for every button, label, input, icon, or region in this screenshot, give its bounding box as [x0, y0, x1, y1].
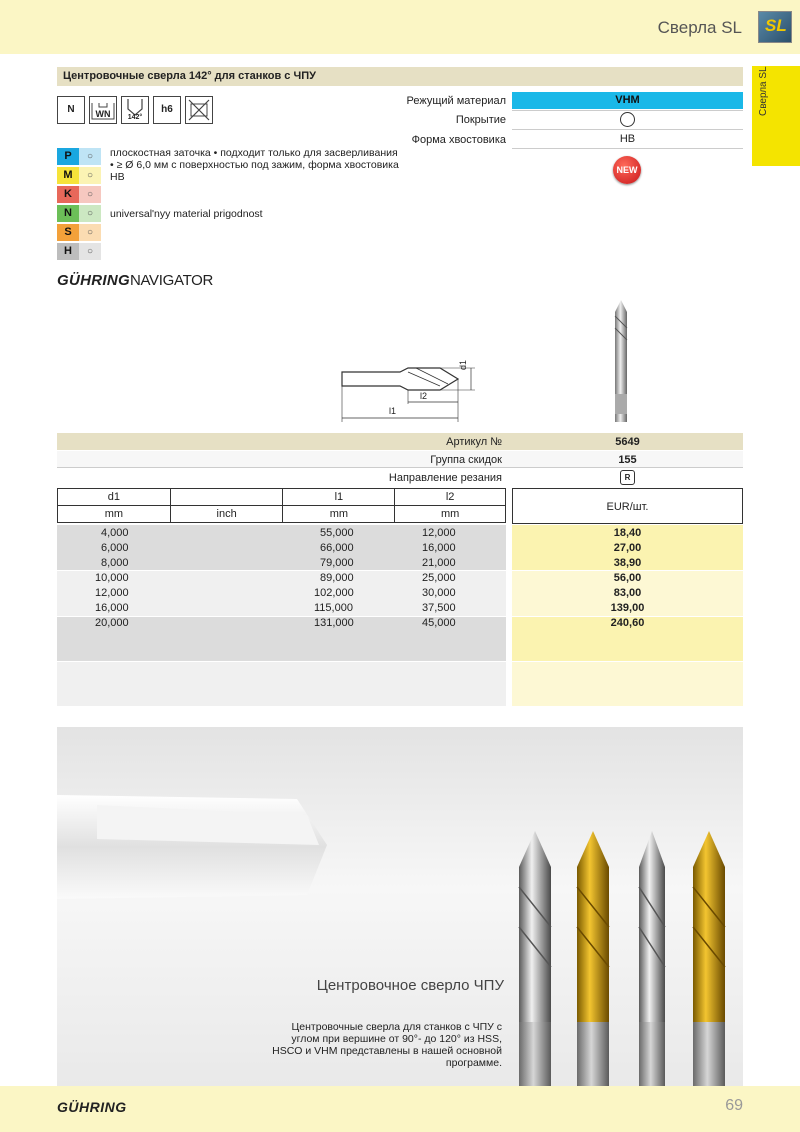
discount-group-value: 155 [618, 454, 637, 466]
price-cell: 240,60 [610, 617, 645, 629]
sl-logo [758, 11, 792, 43]
divider [512, 110, 743, 111]
table-row: 4,000 55,000 12,000 [101, 527, 456, 539]
price-cell: 38,90 [613, 557, 642, 569]
col-l1: l1 [283, 489, 395, 506]
material-h: H [57, 243, 79, 260]
article-label: Артикул № [446, 436, 502, 448]
caption-text: Центровочные сверла для станков с ЧПУ с углом при вершине от 90°- до 120° из HSS, HSCO и VHM представлены в нашей основной программе. [272, 1021, 502, 1069]
material-p-mark: ○ [79, 148, 101, 165]
cutting-direction-label: Направление резания [388, 472, 502, 484]
price-cell: 83,00 [613, 587, 642, 599]
d1-label: d1 [458, 359, 469, 371]
symbol-n: N [57, 96, 85, 124]
dimension-table [57, 488, 506, 523]
unit-mm: mm [395, 506, 506, 523]
drill-photo-icon [606, 298, 636, 424]
sl-logo-text: SL [765, 16, 787, 35]
material-n-mark: ○ [79, 205, 101, 222]
unit-mm: mm [283, 506, 395, 523]
coating-label: Покрытие [455, 114, 506, 126]
side-tab-label: Сверла SL [758, 66, 769, 116]
table-row: 6,000 66,000 16,000 [101, 542, 456, 554]
table-row: 10,000 89,000 25,000 [95, 572, 456, 584]
divider [512, 129, 743, 130]
point-angle-icon: 142° [121, 96, 149, 124]
shank-form-label: Форма хвостовика [411, 134, 506, 146]
price-cell: 18,40 [613, 527, 642, 539]
page-number: 69 [725, 1097, 743, 1114]
material-s: S [57, 224, 79, 241]
shank-form-value: HB [619, 133, 636, 145]
discount-group-label: Группа скидок [430, 454, 502, 466]
material-m-mark: ○ [79, 167, 101, 184]
material-s-mark: ○ [79, 224, 101, 241]
price-cell: 139,00 [610, 602, 645, 614]
material-h-mark: ○ [79, 243, 101, 260]
price-group [512, 662, 743, 706]
right-hand-cut-icon: R [620, 470, 635, 485]
divider [512, 148, 743, 149]
l1-label: l1 [389, 406, 397, 416]
side-tab[interactable] [752, 66, 800, 166]
product-description: плоскостная заточка • подходит только для засверливания • ≥ Ø 6,0 мм с поверхностью под зажим, форма хвостовика HB [110, 147, 399, 183]
product-title-bar [57, 67, 743, 86]
material-n: N [57, 205, 79, 222]
row-group [57, 662, 506, 706]
l2-label: l2 [420, 391, 428, 401]
cutting-material-label: Режущий материал [406, 95, 506, 107]
table-row: 20,000 131,000 45,000 [95, 617, 456, 629]
material-m: M [57, 167, 79, 184]
section-title: Сверла SL [657, 18, 742, 37]
col-d1: d1 [58, 489, 171, 506]
material-k: K [57, 186, 79, 203]
universal-note: universal'nyy material prigodnost [110, 208, 263, 220]
table-row: 8,000 79,000 21,000 [101, 557, 456, 569]
cutting-material-value: VHM [512, 92, 743, 109]
new-badge: NEW [613, 156, 641, 184]
unit-mm: mm [58, 506, 171, 523]
table-row: 12,000 102,000 30,000 [95, 587, 456, 599]
symbol-wn-icon: WN [89, 96, 117, 124]
article-value: 5649 [615, 436, 640, 448]
coating-none-icon [620, 112, 635, 127]
col-l2: l2 [395, 489, 506, 506]
caption-title: Центровочное сверло ЧПУ [316, 977, 504, 994]
no-coolant-icon [185, 96, 213, 124]
guhring-navigator-logo[interactable]: GÜHRINGNAVIGATOR [57, 272, 214, 289]
price-header: EUR/шт. [512, 488, 743, 524]
col-inch [170, 489, 283, 506]
table-row: 16,000 115,000 37,500 [95, 602, 456, 614]
material-k-mark: ○ [79, 186, 101, 203]
price-cell: 27,00 [613, 542, 642, 554]
tolerance-h6: h6 [153, 96, 181, 124]
guhring-logo: GÜHRING [57, 1099, 127, 1115]
material-p: P [57, 148, 79, 165]
product-title: Центровочные сверла 142° для станков с ЧПУ [63, 70, 316, 82]
unit-inch: inch [170, 506, 283, 523]
price-cell: 56,00 [613, 572, 642, 584]
